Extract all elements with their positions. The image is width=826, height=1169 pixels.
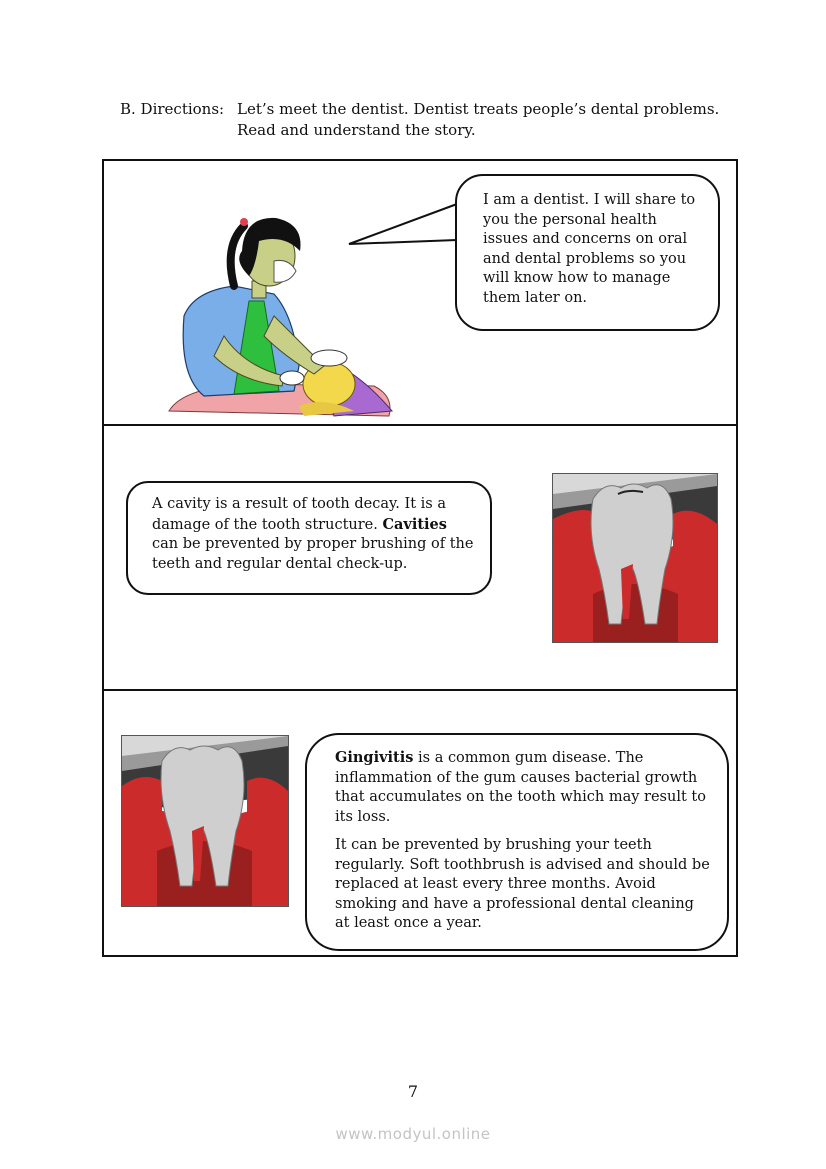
cavities-term: Cavities <box>382 515 447 533</box>
story-panel-gingivitis <box>102 689 738 957</box>
gingivitis-term: Gingivitis <box>335 749 414 766</box>
gingivitis-info-bubble <box>305 733 729 951</box>
cavity-text-part-1: A cavity is a result of tooth decay. It is a damage of the tooth structure. <box>152 496 446 533</box>
gingivitis-definition: is a common gum disease. The inflammation of the gum causes bacterial growth that accumulates on the tooth which may result to its loss. <box>335 750 706 825</box>
page-number: 7 <box>407 1082 419 1101</box>
gingivitis-paragraph-2: It can be prevented by brushing your teeth regularly. Soft toothbrush is advised and should be replaced at least every three months. Avoid smoking and have a professional dental cleaning at least once a year. <box>335 837 710 931</box>
cavity-text-part-2: can be prevented by proper brushing of the teeth and regular dental check-up. <box>152 536 474 572</box>
dentist-speech-bubble <box>455 174 720 331</box>
dentist-speech-text: I am a dentist. I will share to you the personal health issues and concerns on oral and dental problems so you will know how to manage them later on. <box>483 192 696 306</box>
directions-line-1: Let’s meet the dentist. Dentist treats people’s dental problems. <box>237 100 720 118</box>
story-panel-dentist <box>102 159 738 426</box>
gingivitis-paragraph-1 <box>335 748 713 827</box>
dentist-illustration <box>164 206 396 418</box>
directions-label: B. Directions: <box>120 100 225 118</box>
directions-line-2: Read and understand the story. <box>237 121 476 139</box>
watermark: www.modyul.online <box>335 1125 491 1143</box>
cavity-info-bubble <box>126 481 492 595</box>
tooth-gingivitis-illustration <box>121 735 289 907</box>
story-panel-cavity <box>102 424 738 691</box>
tooth-cavity-illustration <box>552 473 718 643</box>
